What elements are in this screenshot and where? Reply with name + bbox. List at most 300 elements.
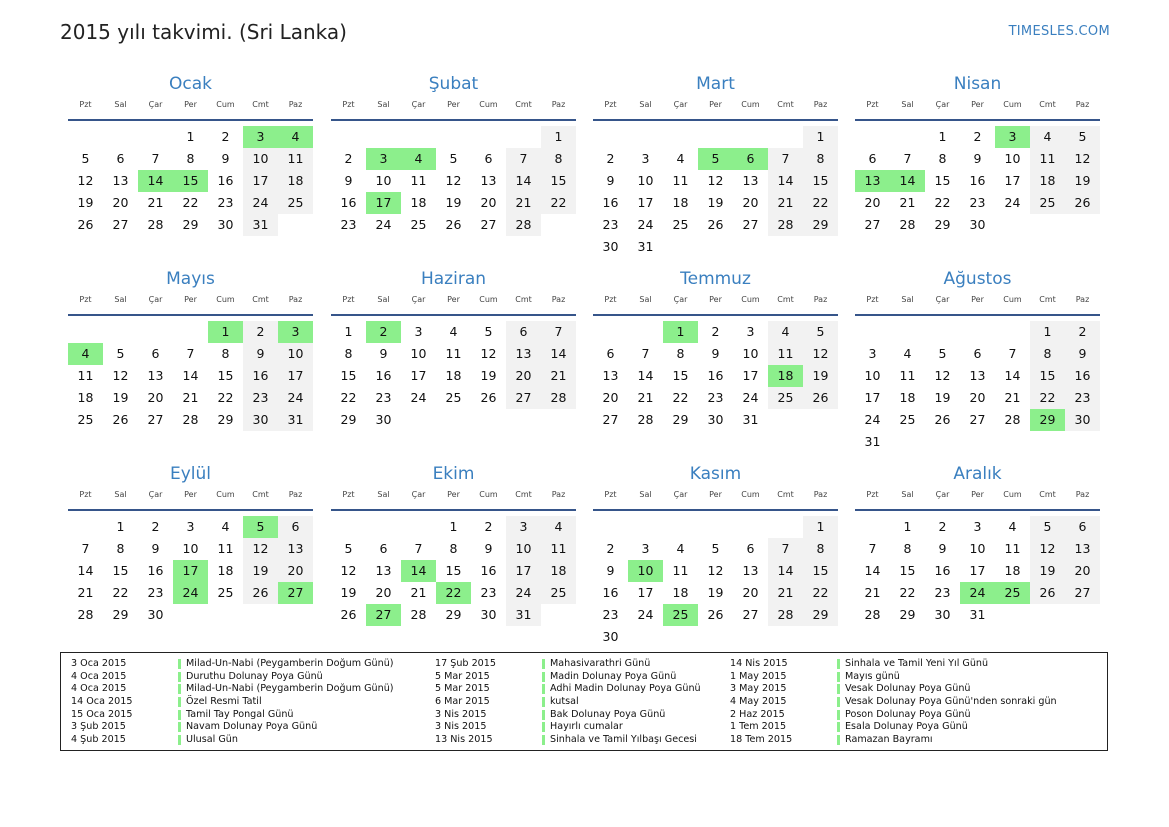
weekday-label: Cum — [1003, 295, 1022, 304]
holiday-marker — [542, 659, 545, 669]
weekday-header — [331, 487, 576, 509]
day-cell: 2 — [973, 129, 982, 144]
legend-column — [730, 658, 1057, 747]
day-cell: 12 — [77, 173, 94, 188]
day-cell: 25 — [278, 192, 313, 214]
holiday-marker — [178, 722, 181, 732]
day-grid — [331, 321, 576, 431]
holiday-marker — [837, 659, 840, 669]
day-cell: 6 — [379, 541, 388, 556]
day-cell: 23 — [969, 195, 986, 210]
legend-item — [71, 721, 394, 734]
weekday-label: Paz — [813, 295, 828, 304]
day-grid — [593, 516, 838, 648]
weekday-label: Cmt — [252, 490, 269, 499]
day-cell: 5 — [81, 151, 90, 166]
day-cell: 30 — [934, 607, 951, 622]
day-cell: 22 — [803, 192, 838, 214]
weekday-label: Cmt — [1039, 295, 1056, 304]
day-cell: 13 — [375, 563, 392, 578]
day-cell: 23 — [375, 390, 392, 405]
day-cell: 25 — [1030, 192, 1065, 214]
day-cell: 21 — [768, 192, 803, 214]
weekday-label: Çar — [148, 295, 163, 304]
weekday-label: Cmt — [777, 295, 794, 304]
weekday-label: Çar — [411, 490, 426, 499]
day-cell: 2 — [221, 129, 230, 144]
day-cell: 7 — [506, 148, 541, 170]
day-cell: 1 — [116, 519, 125, 534]
weekday-label: Pzt — [866, 295, 879, 304]
day-cell: 1 — [449, 519, 458, 534]
day-cell: 27 — [742, 607, 759, 622]
day-cell: 1 — [344, 324, 353, 339]
day-cell: 29 — [182, 217, 199, 232]
day-cell: 5 — [803, 321, 838, 343]
day-cell: 1 — [803, 126, 838, 148]
day-cell: 5 — [344, 541, 353, 556]
day-cell: 10 — [969, 541, 986, 556]
day-cell: 10 — [410, 346, 427, 361]
day-cell: 15 — [340, 368, 357, 383]
day-cell: 24 — [410, 390, 427, 405]
day-cell: 29 — [803, 604, 838, 626]
legend-item — [71, 671, 394, 684]
month-divider — [68, 314, 313, 316]
holiday-day-cell: 14 — [401, 560, 436, 582]
weekday-header — [855, 97, 1100, 119]
day-cell: 10 — [506, 538, 541, 560]
empty-cell — [401, 126, 436, 148]
day-cell: 2 — [938, 519, 947, 534]
day-cell: 17 — [410, 368, 427, 383]
weekday-label: Çar — [673, 490, 688, 499]
day-cell: 10 — [243, 148, 278, 170]
empty-cell — [663, 126, 698, 148]
day-cell: 26 — [77, 217, 94, 232]
day-cell: 3 — [973, 519, 982, 534]
empty-cell — [68, 321, 103, 343]
month-name: Mart — [696, 74, 735, 94]
day-cell: 11 — [768, 343, 803, 365]
day-cell: 2 — [711, 324, 720, 339]
weekday-label: Paz — [1075, 295, 1090, 304]
month-name: Mayıs — [166, 269, 215, 289]
weekday-label: Cmt — [252, 100, 269, 109]
day-cell: 4 — [221, 519, 230, 534]
day-cell: 24 — [243, 192, 278, 214]
holiday-day-cell: 24 — [173, 582, 208, 604]
weekday-label: Sal — [901, 100, 914, 109]
day-cell: 10 — [864, 368, 881, 383]
day-cell: 1 — [541, 126, 576, 148]
holiday-day-cell: 14 — [890, 170, 925, 192]
day-cell: 17 — [864, 390, 881, 405]
weekday-label: Çar — [935, 295, 950, 304]
weekday-label: Paz — [288, 295, 303, 304]
day-cell: 12 — [1030, 538, 1065, 560]
month-name: Ekim — [432, 464, 475, 484]
day-cell: 20 — [112, 195, 129, 210]
day-cell: 9 — [243, 343, 278, 365]
day-cell: 2 — [606, 541, 615, 556]
weekday-label: Per — [709, 295, 722, 304]
weekday-label: Çar — [148, 100, 163, 109]
day-cell: 27 — [742, 217, 759, 232]
day-cell: 19 — [934, 390, 951, 405]
day-cell: 15 — [1030, 365, 1065, 387]
holiday-day-cell: 15 — [173, 170, 208, 192]
day-cell: 7 — [868, 541, 877, 556]
legend-item — [71, 658, 394, 671]
day-cell: 8 — [938, 151, 947, 166]
weekday-label: Sal — [639, 295, 652, 304]
holiday-marker — [178, 684, 181, 694]
weekday-header — [68, 97, 313, 119]
holiday-day-cell: 29 — [1030, 409, 1065, 431]
day-cell: 8 — [116, 541, 125, 556]
month-divider — [855, 509, 1100, 511]
day-cell: 4 — [449, 324, 458, 339]
weekday-label: Cum — [1003, 100, 1022, 109]
day-cell: 14 — [506, 170, 541, 192]
day-cell: 20 — [969, 390, 986, 405]
weekday-label: Sal — [901, 295, 914, 304]
month-divider — [593, 509, 838, 511]
legend-item — [730, 658, 1057, 671]
holiday-day-cell: 3 — [243, 126, 278, 148]
page-title: 2015 yılı takvimi. (Sri Lanka) — [60, 20, 347, 44]
day-cell: 9 — [344, 173, 353, 188]
day-cell: 19 — [1065, 170, 1100, 192]
day-cell: 11 — [445, 346, 462, 361]
day-grid — [68, 321, 313, 431]
day-cell: 27 — [147, 412, 164, 427]
holiday-day-cell: 5 — [243, 516, 278, 538]
holiday-day-cell: 22 — [436, 582, 471, 604]
holiday-day-cell: 24 — [960, 582, 995, 604]
day-cell: 12 — [445, 173, 462, 188]
weekday-label: Sal — [114, 295, 127, 304]
empty-cell — [331, 126, 366, 148]
day-cell: 30 — [243, 409, 278, 431]
month-calendar — [331, 70, 576, 236]
month-divider — [68, 119, 313, 121]
empty-cell — [366, 126, 401, 148]
weekday-label: Paz — [1075, 490, 1090, 499]
day-cell: 28 — [77, 607, 94, 622]
day-cell: 15 — [112, 563, 129, 578]
legend-item — [730, 696, 1057, 709]
empty-cell — [593, 126, 628, 148]
day-cell: 31 — [243, 214, 278, 236]
day-cell: 18 — [1030, 170, 1065, 192]
day-cell: 7 — [541, 321, 576, 343]
day-cell: 15 — [899, 563, 916, 578]
weekday-label: Sal — [639, 100, 652, 109]
day-cell: 19 — [112, 390, 129, 405]
day-grid — [855, 126, 1100, 236]
day-cell: 2 — [344, 151, 353, 166]
day-cell: 3 — [506, 516, 541, 538]
day-cell: 26 — [445, 217, 462, 232]
day-cell: 23 — [707, 390, 724, 405]
holiday-date: 4 Şub 2015 — [71, 734, 126, 746]
holiday-marker — [837, 697, 840, 707]
day-grid — [68, 516, 313, 626]
day-cell: 21 — [1004, 390, 1021, 405]
weekday-label: Sal — [377, 295, 390, 304]
holiday-day-cell: 3 — [278, 321, 313, 343]
weekday-label: Çar — [935, 490, 950, 499]
day-cell: 13 — [278, 538, 313, 560]
day-cell: 27 — [969, 412, 986, 427]
weekday-label: Pzt — [79, 295, 92, 304]
holiday-day-cell: 3 — [995, 126, 1030, 148]
weekday-label: Per — [184, 295, 197, 304]
day-cell: 3 — [868, 346, 877, 361]
weekday-header — [68, 292, 313, 314]
month-calendar — [68, 265, 313, 431]
weekday-label: Cum — [741, 295, 760, 304]
month-divider — [331, 119, 576, 121]
month-divider — [593, 119, 838, 121]
day-cell: 22 — [112, 585, 129, 600]
day-cell: 31 — [864, 434, 881, 449]
weekday-header — [593, 292, 838, 314]
day-cell: 28 — [410, 607, 427, 622]
holiday-day-cell: 18 — [768, 365, 803, 387]
holiday-marker — [542, 735, 545, 745]
day-cell: 8 — [1030, 343, 1065, 365]
day-cell: 4 — [541, 516, 576, 538]
month-divider — [855, 314, 1100, 316]
day-cell: 20 — [278, 560, 313, 582]
holiday-name: Esala Dolunay Poya Günü — [845, 721, 968, 733]
month-name: Eylül — [169, 464, 212, 484]
day-cell: 7 — [768, 538, 803, 560]
day-cell: 28 — [899, 217, 916, 232]
weekday-label: Paz — [551, 295, 566, 304]
day-cell: 18 — [217, 563, 234, 578]
weekday-header — [593, 487, 838, 509]
day-cell: 9 — [606, 563, 615, 578]
legend-item — [435, 734, 701, 747]
day-cell: 7 — [414, 541, 423, 556]
day-cell: 31 — [637, 239, 654, 254]
holiday-date: 3 Şub 2015 — [71, 721, 126, 733]
day-cell: 25 — [410, 217, 427, 232]
holiday-day-cell: 6 — [733, 148, 768, 170]
holiday-name: Vesak Dolunay Poya Günü — [845, 683, 971, 695]
day-cell: 15 — [445, 563, 462, 578]
day-cell: 8 — [449, 541, 458, 556]
holiday-date: 4 May 2015 — [730, 696, 787, 708]
holiday-marker — [837, 684, 840, 694]
holiday-date: 14 Oca 2015 — [71, 696, 133, 708]
day-cell: 3 — [414, 324, 423, 339]
day-cell: 21 — [147, 195, 164, 210]
day-cell: 26 — [112, 412, 129, 427]
day-cell: 6 — [868, 151, 877, 166]
day-cell: 19 — [707, 585, 724, 600]
legend-item — [71, 696, 394, 709]
holiday-name: Duruthu Dolunay Poya Günü — [186, 670, 323, 682]
holiday-name: Mahasivarathri Günü — [550, 658, 651, 669]
weekday-label: Paz — [288, 100, 303, 109]
holiday-date: 6 Mar 2015 — [435, 696, 490, 708]
weekday-label: Cmt — [777, 490, 794, 499]
holiday-date: 4 Oca 2015 — [71, 683, 127, 695]
day-cell: 22 — [182, 195, 199, 210]
weekday-label: Paz — [1075, 100, 1090, 109]
day-cell: 18 — [410, 195, 427, 210]
legend-item — [435, 696, 701, 709]
weekday-label: Paz — [813, 490, 828, 499]
holiday-date: 13 Nis 2015 — [435, 734, 493, 746]
day-cell: 29 — [803, 214, 838, 236]
day-cell: 22 — [934, 195, 951, 210]
legend-item — [71, 683, 394, 696]
weekday-label: Paz — [551, 490, 566, 499]
day-cell: 9 — [484, 541, 493, 556]
day-cell: 8 — [344, 346, 353, 361]
day-cell: 14 — [768, 560, 803, 582]
weekday-label: Per — [184, 490, 197, 499]
day-cell: 17 — [637, 585, 654, 600]
day-cell: 4 — [1030, 126, 1065, 148]
month-calendar — [855, 265, 1100, 453]
day-cell: 12 — [1065, 148, 1100, 170]
day-cell: 2 — [606, 151, 615, 166]
day-cell: 7 — [186, 346, 195, 361]
holiday-day-cell: 3 — [366, 148, 401, 170]
day-cell: 26 — [707, 607, 724, 622]
day-cell: 17 — [243, 170, 278, 192]
day-cell: 29 — [899, 607, 916, 622]
empty-cell — [768, 516, 803, 538]
weekday-label: Per — [709, 100, 722, 109]
day-cell: 20 — [742, 195, 759, 210]
empty-cell — [593, 516, 628, 538]
day-cell: 13 — [1065, 538, 1100, 560]
day-cell: 1 — [938, 129, 947, 144]
day-cell: 22 — [803, 582, 838, 604]
weekday-label: Paz — [813, 100, 828, 109]
day-cell: 17 — [969, 563, 986, 578]
day-cell: 5 — [449, 151, 458, 166]
day-cell: 15 — [217, 368, 234, 383]
day-cell: 9 — [1065, 343, 1100, 365]
day-cell: 4 — [676, 541, 685, 556]
day-cell: 18 — [672, 195, 689, 210]
holiday-marker — [542, 710, 545, 720]
day-cell: 5 — [938, 346, 947, 361]
day-grid — [593, 321, 838, 431]
day-cell: 11 — [217, 541, 234, 556]
day-cell: 24 — [864, 412, 881, 427]
day-cell: 8 — [803, 538, 838, 560]
day-cell: 27 — [506, 387, 541, 409]
day-cell: 23 — [602, 607, 619, 622]
day-cell: 19 — [707, 195, 724, 210]
weekday-label: Cum — [216, 490, 235, 499]
holiday-date: 5 Mar 2015 — [435, 670, 490, 682]
weekday-label: Pzt — [866, 100, 879, 109]
day-cell: 29 — [445, 607, 462, 622]
day-cell: 3 — [641, 541, 650, 556]
day-cell: 20 — [1065, 560, 1100, 582]
day-grid — [593, 126, 838, 258]
day-cell: 30 — [147, 607, 164, 622]
holiday-name: Tamil Tay Pongal Günü — [186, 708, 294, 720]
day-cell: 12 — [707, 173, 724, 188]
month-calendar — [855, 70, 1100, 236]
day-cell: 16 — [375, 368, 392, 383]
day-cell: 13 — [969, 368, 986, 383]
holiday-day-cell: 4 — [68, 343, 103, 365]
holiday-day-cell: 4 — [278, 126, 313, 148]
day-cell: 25 — [445, 390, 462, 405]
holiday-name: Bak Dolunay Poya Günü — [550, 708, 666, 720]
day-cell: 19 — [340, 585, 357, 600]
weekday-label: Cmt — [515, 295, 532, 304]
brand-link[interactable]: TIMESLES.COM — [1008, 24, 1110, 39]
weekday-label: Pzt — [866, 490, 879, 499]
day-cell: 21 — [506, 192, 541, 214]
holiday-day-cell: 1 — [208, 321, 243, 343]
day-cell: 31 — [969, 607, 986, 622]
month-divider — [593, 314, 838, 316]
empty-cell — [68, 126, 103, 148]
empty-cell — [733, 126, 768, 148]
day-cell: 26 — [803, 387, 838, 409]
weekday-label: Cmt — [1039, 490, 1056, 499]
day-cell: 14 — [768, 170, 803, 192]
holiday-date: 3 May 2015 — [730, 683, 787, 695]
day-cell: 27 — [1065, 582, 1100, 604]
day-cell: 9 — [973, 151, 982, 166]
day-cell: 26 — [707, 217, 724, 232]
day-cell: 25 — [541, 582, 576, 604]
day-cell: 20 — [602, 390, 619, 405]
empty-cell — [890, 321, 925, 343]
day-cell: 18 — [77, 390, 94, 405]
day-cell: 7 — [81, 541, 90, 556]
day-cell: 6 — [116, 151, 125, 166]
weekday-label: Cum — [741, 100, 760, 109]
weekday-label: Pzt — [342, 295, 355, 304]
day-cell: 26 — [1030, 582, 1065, 604]
holiday-name: Poson Dolunay Poya Günü — [845, 708, 971, 720]
day-cell: 21 — [864, 585, 881, 600]
day-cell: 29 — [217, 412, 234, 427]
day-cell: 18 — [672, 585, 689, 600]
month-name: Kasım — [689, 464, 742, 484]
month-calendar — [855, 460, 1100, 626]
day-grid — [855, 321, 1100, 453]
day-cell: 21 — [768, 582, 803, 604]
day-cell: 25 — [899, 412, 916, 427]
day-cell: 7 — [768, 148, 803, 170]
day-cell: 30 — [480, 607, 497, 622]
holiday-name: Milad-Un-Nabi (Peygamberin Doğum Günü) — [186, 683, 394, 695]
day-cell: 22 — [899, 585, 916, 600]
weekday-label: Sal — [114, 490, 127, 499]
empty-cell — [506, 126, 541, 148]
day-cell: 12 — [340, 563, 357, 578]
day-cell: 24 — [637, 217, 654, 232]
